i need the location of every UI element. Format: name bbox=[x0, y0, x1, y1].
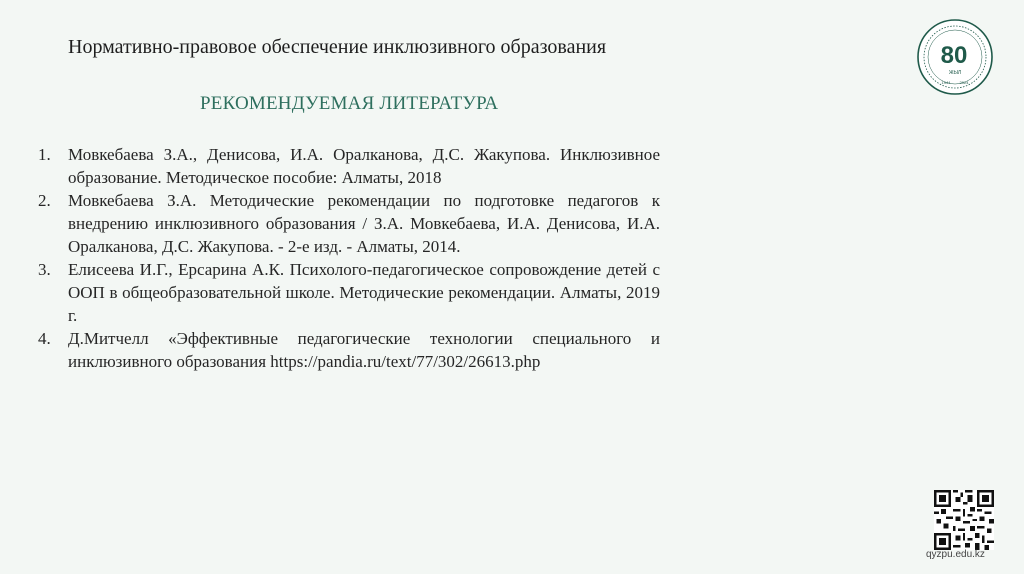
section-heading: РЕКОМЕНДУЕМАЯ ЛИТЕРАТУРА bbox=[200, 93, 499, 114]
website-url[interactable]: qyzpu.edu.kz bbox=[926, 549, 985, 560]
reference-number: 1. bbox=[38, 145, 51, 164]
reference-item bbox=[28, 327, 660, 373]
slide-title: Нормативно-правовое обеспечение инклюзивного образования bbox=[68, 36, 607, 58]
reference-item bbox=[28, 143, 660, 189]
logo-number: 80 bbox=[940, 42, 968, 69]
reference-text: Мовкебаева З.А., Денисова, И.А. Оралканова, Д.С. Жакупова. Инклюзивное образование. Методическое пособие: Алматы, 2018 bbox=[68, 145, 660, 187]
reference-number: 2. bbox=[38, 191, 51, 210]
logo-year-left: 1944 bbox=[941, 80, 951, 85]
logo-sublabel: ЖЫЛ bbox=[948, 70, 962, 76]
reference-text: Елисеева И.Г., Ерсарина А.К. Психолого-педагогическое сопровождение детей с ООП в общеобразовательной школе. Методические рекомендации. Алматы, 2019 г. bbox=[68, 260, 660, 325]
reference-number: 4. bbox=[38, 329, 51, 348]
reference-text: Д.Митчелл «Эффективные педагогические технологии специального и инклюзивного образования https://pandia.ru/text/77/302/26613.php bbox=[68, 329, 660, 371]
reference-list bbox=[28, 143, 660, 373]
reference-item bbox=[28, 189, 660, 258]
reference-item bbox=[28, 258, 660, 327]
university-80-years-logo-icon bbox=[916, 18, 994, 96]
qr-code-icon[interactable] bbox=[934, 490, 994, 550]
reference-number: 3. bbox=[38, 260, 51, 279]
logo-year-right: 2024 bbox=[959, 80, 969, 85]
reference-text: Мовкебаева З.А. Методические рекомендации по подготовке педагогов к внедрению инклюзивного образования / З.А. Мовкебаева, И.А. Денисова, И.А. Оралканова, Д.С. Жакупова. - 2-е изд. - Алматы, 2014. bbox=[68, 191, 660, 256]
